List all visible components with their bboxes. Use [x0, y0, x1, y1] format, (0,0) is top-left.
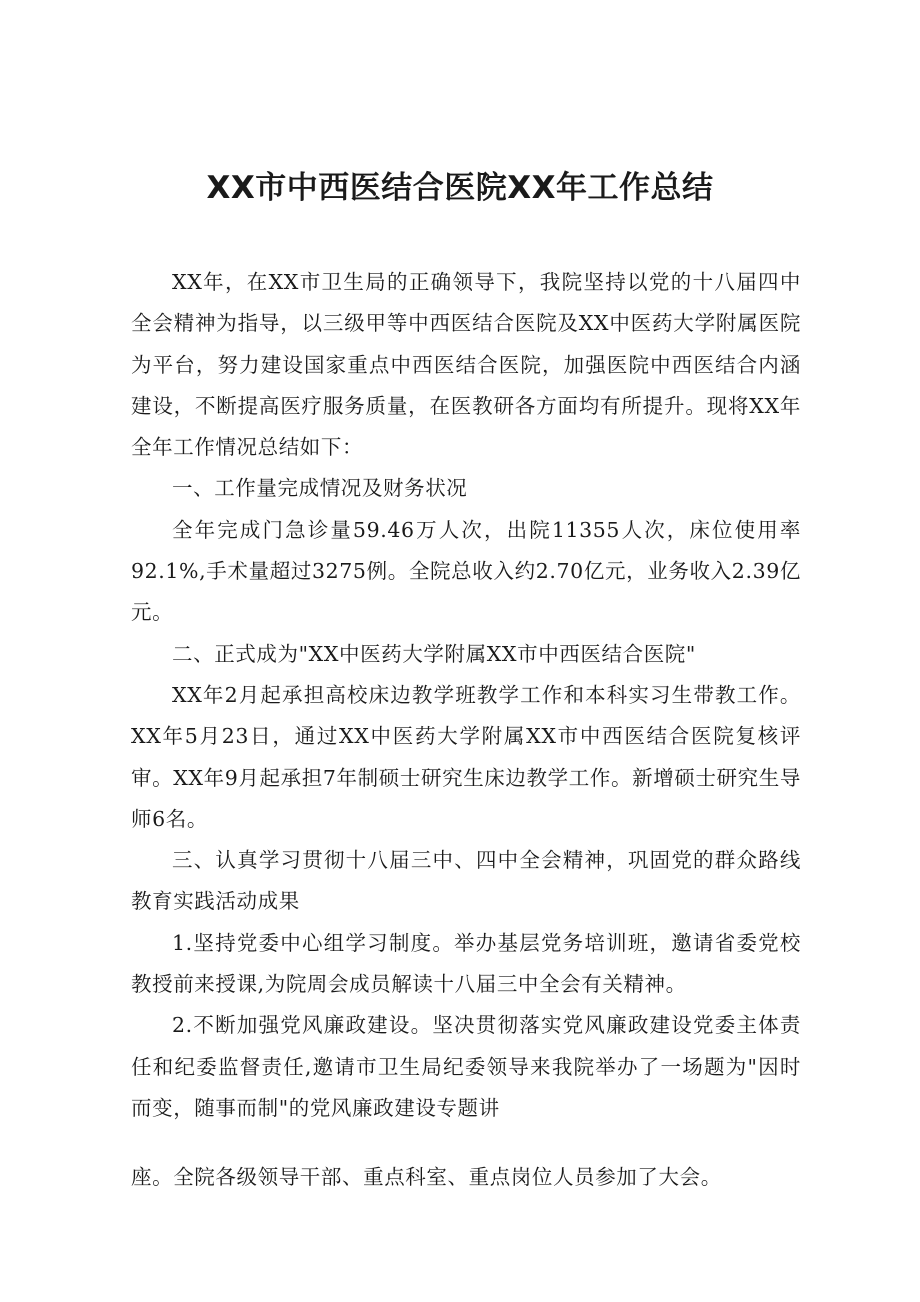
section-heading-3: 三、认真学习贯彻十八届三中、四中全会精神，巩固党的群众路线教育实践活动成果	[131, 848, 801, 914]
section-heading-1: 一、工作量完成情况及财务状况	[172, 476, 468, 501]
section-3-item-2: 2.不断加强党风廉政建设。坚决贯彻落实党风廉政建设党委主体责任和纪委监督责任,邀请市卫生局纪委领导来我院举办了一场题为"因时而变，随事而制"的党风廉政建设专题讲	[131, 1013, 801, 1120]
section-3-item-1: 1.坚持党委中心组学习制度。举办基层党务培训班，邀请省委党校教授前来授课,为院周会成员解读十八届三中全会有关精神。	[131, 930, 801, 997]
section-1-paragraph: 全年完成门急诊量59.46万人次，出院11355人次，床位使用率92.1%,手术量超过3275例。全院总收入约2.70亿元，业务收入2.39亿元。	[131, 517, 801, 625]
intro-paragraph: XX年，在XX市卫生局的正确领导下，我院坚持以党的十八届四中全会精神为指导，以三级甲等中西医结合医院及XX中医药大学附属医院为平台，努力建设国家重点中西医结合医院，加强医院中西医结合内涵建设，不断提高医疗服务质量，在医教研各方面均有所提升。现将XX年全年工作情况总结如下：	[131, 270, 801, 460]
section-2-paragraph: XX年2月起承担高校床边教学班教学工作和本科实习生带教工作。XX年5月23日，通过XX中医药大学附属XX市中西医结合医院复核评审。XX年9月起承担7年制硕士研究生床边教学工作。新增硕士研究生导师6名。	[131, 682, 801, 831]
document-body	[131, 262, 801, 1199]
section-3-item-2-continuation: 座。全院各级领导干部、重点科室、重点岗位人员参加了大会。	[131, 1165, 722, 1190]
document-title: XX市中西医结合医院XX年工作总结	[206, 170, 714, 206]
section-heading-2: 二、正式成为"XX中医药大学附属XX市中西医结合医院"	[172, 641, 696, 666]
